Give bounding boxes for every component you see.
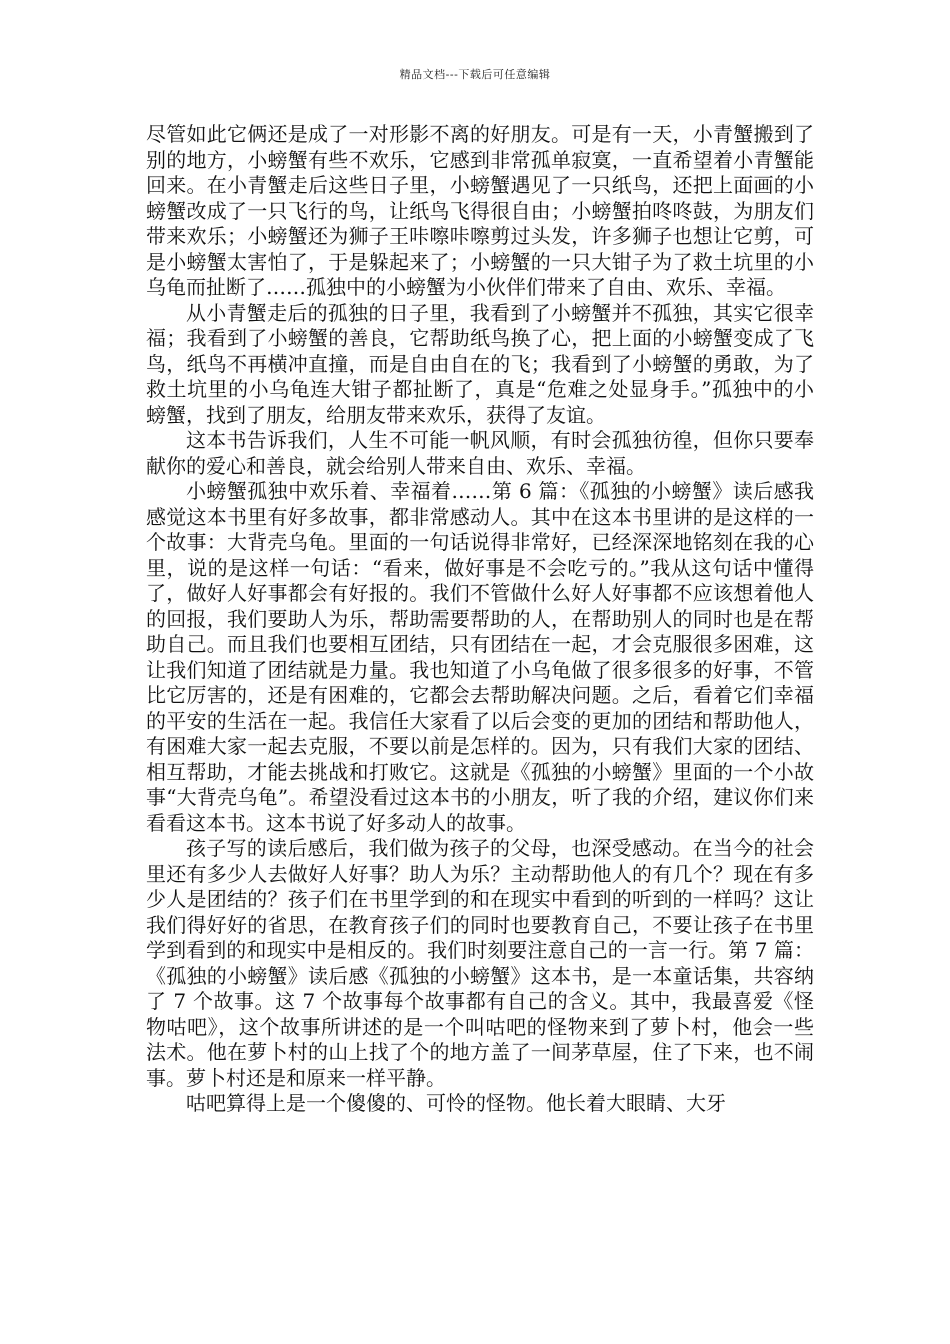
paragraph-6: 咕吧算得上是一个傻傻的、可怜的怪物。他长着大眼睛、大牙 [186, 1091, 726, 1115]
paragraph-4: 小螃蟹孤独中欢乐着、幸福着……第 6 篇：《孤独的小螃蟹》读后感我感觉这本书里有好多故事，都非常感动人。其中在这本书里讲的是这样的一个故事：大背壳乌龟。里面的一句话说得非常好，已经深深地铭刻在我的心里，说的是这样一句话：“看来，做好事是不会吃亏的。”我从这句话中懂得了，做好人好事都会有好报的。我们不管做什么好人好事都不应该想着他人的回报，我们要助人为乐，帮助需要帮助的人，在帮助别人的同时也是在帮助自己。而且我们也要相互团结，只有团结在一起，才会克服很多困难，这让我们知道了团结就是力量。我也知道了小乌龟做了很多很多的好事，不管比它厉害的，还是有困难的，它都会去帮助解决问题。之后，看着它们幸福的平安的生活在一起。我信任大家看了以后会变的更加的团结和帮助他人，有困难大家一起去克服，不要以前是怎样的。因为，只有我们大家的团结、相互帮助，才能去挑战和打败它。这就是《孤独的小螃蟹》里面的一个小故事“大背壳乌龟”。希望没看过这本书的小朋友，听了我的介绍，建议你们来看看这本书。这本书说了好多动人的故事。 [146, 479, 814, 835]
paragraph-3: 这本书告诉我们，人生不可能一帆风顺，有时会孤独彷徨，但你只要奉献你的爱心和善良，就会给别人带来自由、欢乐、幸福。 [146, 428, 814, 478]
paragraph-2: 从小青蟹走后的孤独的日子里，我看到了小螃蟹并不孤独，其实它很幸福；我看到了小螃蟹的善良，它帮助纸鸟换了心，把上面的小螃蟹变成了飞鸟，纸鸟不再横冲直撞，而是自由自在的飞；我看到了小螃蟹的勇敢，为了救土坑里的小乌龟连大钳子都扯断了，真是“危难之处显身手。”孤独中的小螃蟹，找到了朋友，给朋友带来欢乐，获得了友谊。 [146, 300, 814, 427]
page-header: 精品文档---下载后可任意编辑 [399, 68, 551, 81]
document-body [146, 122, 814, 1117]
paragraph-1: 尽管如此它俩还是成了一对形影不离的好朋友。可是有一天，小青蟹搬到了别的地方，小螃蟹有些不欢乐，它感到非常孤单寂寞，一直希望着小青蟹能回来。在小青蟹走后这些日子里，小螃蟹遇见了一只纸鸟，还把上面画的小螃蟹改成了一只飞行的鸟，让纸鸟飞得很自由；小螃蟹拍咚咚鼓，为朋友们带来欢乐；小螃蟹还为狮子王咔嚓咔嚓剪过头发，许多狮子也想让它剪，可是小螃蟹太害怕了，于是躲起来了；小螃蟹的一只大钳子为了救土坑里的小乌龟而扯断了……孤独中的小螃蟹为小伙伴们带来了自由、欢乐、幸福。 [146, 122, 814, 299]
paragraph-5: 孩子写的读后感后，我们做为孩子的父母，也深受感动。在当今的社会里还有多少人去做好人好事？助人为乐？主动帮助他人的有几个？现在有多少人是团结的？孩子们在书里学到的和在现实中看到的听到的一样吗？这让我们得好好的省思，在教育孩子们的同时也要教育自己，不要让孩子在书里学到看到的和现实中是相反的。我们时刻要注意自己的一言一行。第 7 篇：《孤独的小螃蟹》读后感《孤独的小螃蟹》这本书，是一本童话集，共容纳了 7 个故事。这 7 个故事每个故事都有自己的含义。其中，我最喜爱《怪物咕吧》，这个故事所讲述的是一个叫咕吧的怪物来到了萝卜村，他会一些法术。他在萝卜村的山上找了个的地方盖了一间茅草屋，住了下来，也不闹事。萝卜村还是和原来一样平静。 [146, 836, 814, 1090]
